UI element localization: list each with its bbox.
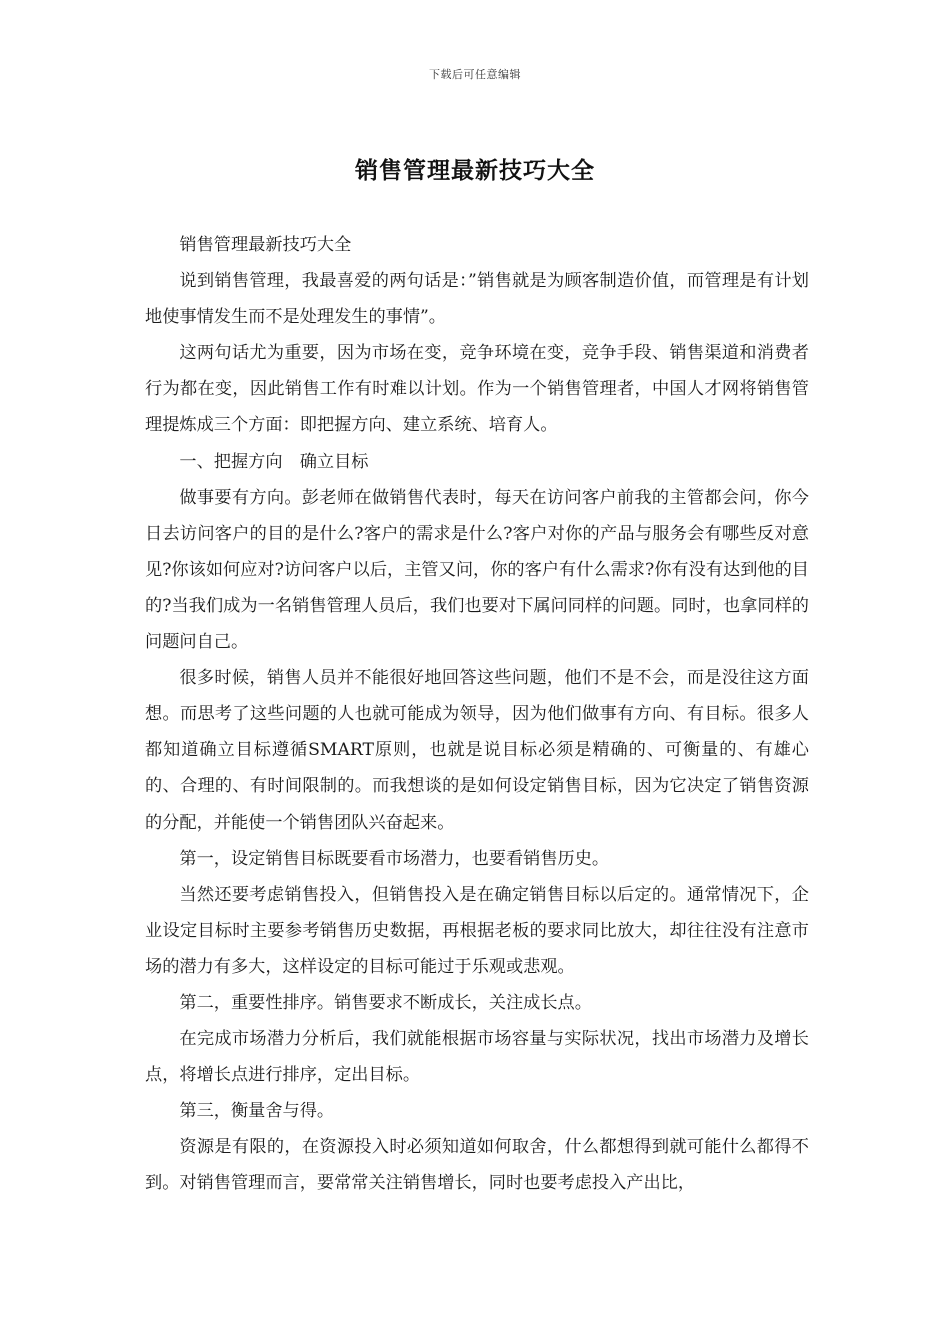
page-header-note: 下载后可任意编辑: [429, 68, 521, 81]
paragraph-3: 这两句话尤为重要，因为市场在变，竞争环境在变，竞争手段、销售渠道和消费者行为都在变，因此销售工作有时难以计划。作为一个销售管理者，中国人才网将销售管理提炼成三个方面：即把握方向、建立系统、培育人。: [145, 343, 809, 436]
paragraph-7: 在完成市场潜力分析后，我们就能根据市场容量与实际状况，找出市场潜力及增长点，将增长点进行排序，定出目标。: [145, 1029, 809, 1086]
paragraph-8: 资源是有限的，在资源投入时必须知道如何取舍，什么都想得到就可能什么都得不到。对销售管理而言，要常常关注销售增长，同时也要考虑投入产出比，: [145, 1137, 809, 1194]
paragraph-1: 销售管理最新技巧大全: [179, 235, 352, 255]
paragraph-4: 做事要有方向。彭老师在做销售代表时，每天在访问客户前我的主管都会问，你今日去访问客户的目的是什么?客户的需求是什么?客户对你的产品与服务会有哪些反对意见?你该如何应对?访问客户以后，主管又问，你的客户有什么需求?你有没有达到他的目的?当我们成为一名销售管理人员后，我们也要对下属问同样的问题。同时，也拿同样的问题问自己。: [145, 487, 809, 653]
document-title: 销售管理最新技巧大全: [355, 158, 595, 184]
point-1-heading: 第一，设定销售目标既要看市场潜力，也要看销售历史。: [179, 848, 610, 869]
paragraph-5: 很多时候，销售人员并不能很好地回答这些问题，他们不是不会，而是没往这方面想。而思考了这些问题的人也就可能成为领导，因为他们做事有方向、有目标。很多人都知道确立目标遵循SMART原则，也就是说目标必须是精确的、可衡量的、有雄心的、合理的、有时间限制的。而我想谈的是如何设定销售目标，因为它决定了销售资源的分配，并能使一个销售团队兴奋起来。: [145, 668, 809, 833]
section-heading-1: 一、把握方向 确立目标: [179, 451, 369, 472]
paragraph-6: 当然还要考虑销售投入，但销售投入是在确定销售目标以后定的。通常情况下，企业设定目标时主要参考销售历史数据，再根据老板的要求同比放大，却往往没有注意市场的潜力有多大，这样设定的目标可能过于乐观或悲观。: [145, 884, 809, 977]
paragraph-2: 说到销售管理，我最喜爱的两句话是：”销售就是为顾客制造价值，而管理是有计划地使事情发生而不是处理发生的事情”。: [145, 271, 809, 328]
point-3-heading: 第三，衡量舍与得。: [179, 1101, 335, 1122]
document-body: [145, 227, 809, 1202]
point-2-heading: 第二，重要性排序。销售要求不断成长，关注成长点。: [179, 992, 592, 1013]
